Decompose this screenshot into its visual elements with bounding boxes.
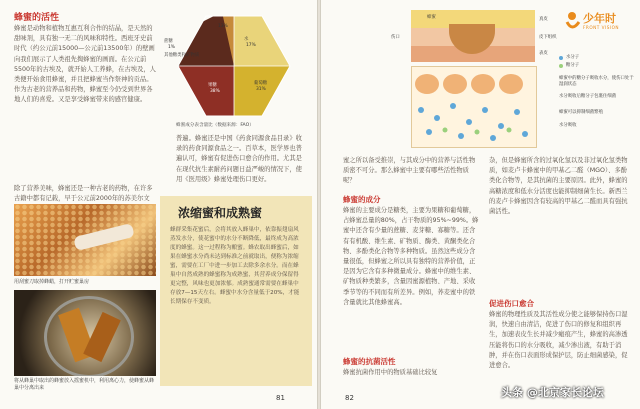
logo-text: 少年时 — [583, 12, 616, 25]
intro-paragraph: 蜂蜜是动物和植物互惠互利合作的结晶，是天然的甜味剂，具有独一无二的风味和特性。西班牙史前时代（约公元前15000—公元前13500年）的壁画向我们展示了人类祖先掏蜂蜜的画面。在公元前5500年的古埃及，就开始人工养蜂，在古埃及，人类便开始食用蜂蜜，并且把蜂蜜当作祭神的贡品。作为古老的营养品和药物，蜂蜜至今仍受到世界各地人们的喜爱。又是享受蜂蜜带来的感官健康。 — [14, 25, 156, 104]
diagram-legend — [559, 54, 637, 144]
extractor-photo — [14, 290, 156, 376]
label-fructose: 果糖 — [208, 83, 217, 88]
publisher-logo — [563, 8, 637, 38]
watermark: 头条 @北京家长论坛 — [501, 386, 604, 399]
value-fructose: 38% — [210, 89, 220, 94]
legend-note-4: 水分吸收 — [559, 123, 577, 128]
page-number-right: 82 — [345, 394, 354, 402]
value-sucrose: 1% — [168, 45, 175, 50]
uncapping-photo — [14, 204, 156, 276]
diagram-label-wound: 伤口 — [391, 35, 400, 40]
legend-sugar: 糖分子 — [566, 63, 580, 68]
left-page — [0, 0, 317, 409]
section-body: 蜂群采集花蜜后，会将其放入蜂巢中，依靠振翅扇风蒸发水分，使花蜜中的水分不断降低，最终成为高浓度的蜂蜜。这一过程称为酿蜜。蜂农取出蜂蜜后，如果在蜂蜜水分尚未达到标准之前就取出，便称为浓缩蜜，需要在工厂中进一步加工去除多余水分。而在蜂巢中自然成熟的蜂蜜称为成熟蜜，其营养成分保留得更完整，风味也更加浓郁。成熟蜜通常需要在蜂巢中存放7—15天左右。蜂蜜中水分含量低于20%，才能长期保存不变质。 — [170, 227, 300, 305]
photo2-caption: 将从蜂巢中取出的蜂蜜放入摇蜜机中，利用离心力，使蜂蜜从蜂巢中分离出来 — [14, 378, 155, 391]
value-other: 13% — [218, 24, 228, 29]
subhead-composition: 蜂蜜的成分 — [343, 195, 381, 204]
value-water: 17% — [246, 43, 256, 48]
slice-fructose — [162, 66, 234, 116]
legend-water-dot — [559, 56, 563, 60]
logo-subtext: FRONT VISION — [583, 25, 620, 30]
right-col2-top: 杂，但是蜂蜜所含的过氧化氢以及非过氧化氢类物质，如麦卢卡蜂蜜中的甲基乙二醛（MGO）、多酚类化合物等，是其抗菌的主要原因。此外，蜂蜜的高糖浓度和低水分活度也能抑制细菌生长。新西兰的麦卢卡蜂蜜因含有较高的甲基乙二醛而具有强抗菌活性。 — [489, 157, 628, 216]
logo-mark-icon — [563, 10, 581, 32]
label-other: 其他糖类和矿物质 — [164, 53, 200, 58]
diagram-label-subcutis: 皮下组织 — [539, 35, 557, 40]
section-title: 浓缩蜜和成熟蜜 — [178, 206, 263, 220]
slice-glucose — [234, 66, 290, 120]
legend-water: 水分子 — [566, 55, 580, 60]
photo1-caption: 用刮蜜刀取掉蜂蜡，打开贮蜜巢房 — [14, 279, 90, 285]
heading-honey-activity: 蜂蜜的活性 — [14, 13, 60, 23]
label-water: 水 — [244, 37, 249, 42]
value-glucose: 31% — [256, 87, 266, 92]
legend-note-3: 蜂蜜可以抑制细菌繁殖 — [559, 110, 603, 115]
page-number-left: 81 — [276, 394, 285, 402]
diagram-label-dermis: 真皮 — [539, 17, 548, 22]
subhead-wound-healing: 促进伤口愈合 — [489, 299, 534, 308]
composition-chart — [162, 12, 312, 120]
label-sucrose: 蔗糖 — [164, 39, 173, 44]
chart-caption: 蜂蜜成分表含量比（数据来源：FAO） — [176, 123, 254, 128]
col1-bottom-paragraph: 除了营养美味，蜂蜜还是一种古老的药物，在许多古籍中都有记载，早于公元前2000年的苏美尔文 — [14, 185, 153, 203]
diagram-label-epidermis: 表皮 — [539, 51, 548, 56]
wound-diagram — [391, 10, 555, 152]
subhead-antibacterial: 蜂蜜的抗菌活性 — [343, 357, 396, 366]
right-col1-body: 蜂蜜的主要成分是糖类，主要为果糖和葡萄糖，占蜂蜜总量的80%，占干物质的95%~99%。蜂蜜中还含有少量的蔗糖、麦芽糖、寡糖等。还含有有机酸、维生素、矿物质、酶类、黄酮类化合物、多酚类化合物等多种物质。虽然这些成分含量很低，但蜂蜜之所以具有独特的营养价值，正是因为它含有多种微量成分。蜂蜜中的维生素、矿物质种类繁多，含量因蜜源植物、产地、采收季节等的不同而有所差异。例如，荞麦蜜中的铁含量就比其他蜂蜜高。 — [343, 207, 479, 306]
right-col2-body: 蜂蜜的物理性质及其活性成分使之能够保持伤口湿润，快速自由清洁，促进了伤口的修复和组织再生，加速表皮生长并减少瘢痕产生，蜂蜜的高渗透压能将伤口的水分吸收，减少渗出液，有助于消肿，并在伤口表面形成保护层，防止细菌感染，促进愈合。 — [489, 311, 628, 370]
right-page — [321, 0, 640, 409]
legend-note-2: 水分吸收后糖分子包裹住细菌 — [559, 94, 617, 99]
col2-paragraph: 普遍。蜂蜜还是中国《药食同源食品目录》收录的药食同源食品之一。百草本，医学界也普遍认可，蜂蜜有促进伤口愈合的作用。尤其是在现代抗生素耐药问题日益严峻的情况下，使用《医用级》蜂蜜处理伤口更好。 — [176, 135, 302, 183]
legend-note-1: 蜂蜜中的糖分子吸收水分，使伤口处于湿润状态 — [559, 76, 634, 87]
label-glucose: 葡萄糖 — [254, 81, 268, 86]
diagram-label-honey: 蜂蜜 — [427, 15, 436, 20]
legend-sugar-dot — [559, 64, 563, 68]
right-col1-end: 蜂蜜抗菌作用中的物质基础比较复 — [343, 369, 438, 376]
slice-water — [234, 12, 290, 66]
right-col1-intro: 蜜之所以备受推崇，与其成分中的营养与活性物质密不可分。那么蜂蜜中主要有哪些活性物质呢？ — [343, 157, 476, 185]
